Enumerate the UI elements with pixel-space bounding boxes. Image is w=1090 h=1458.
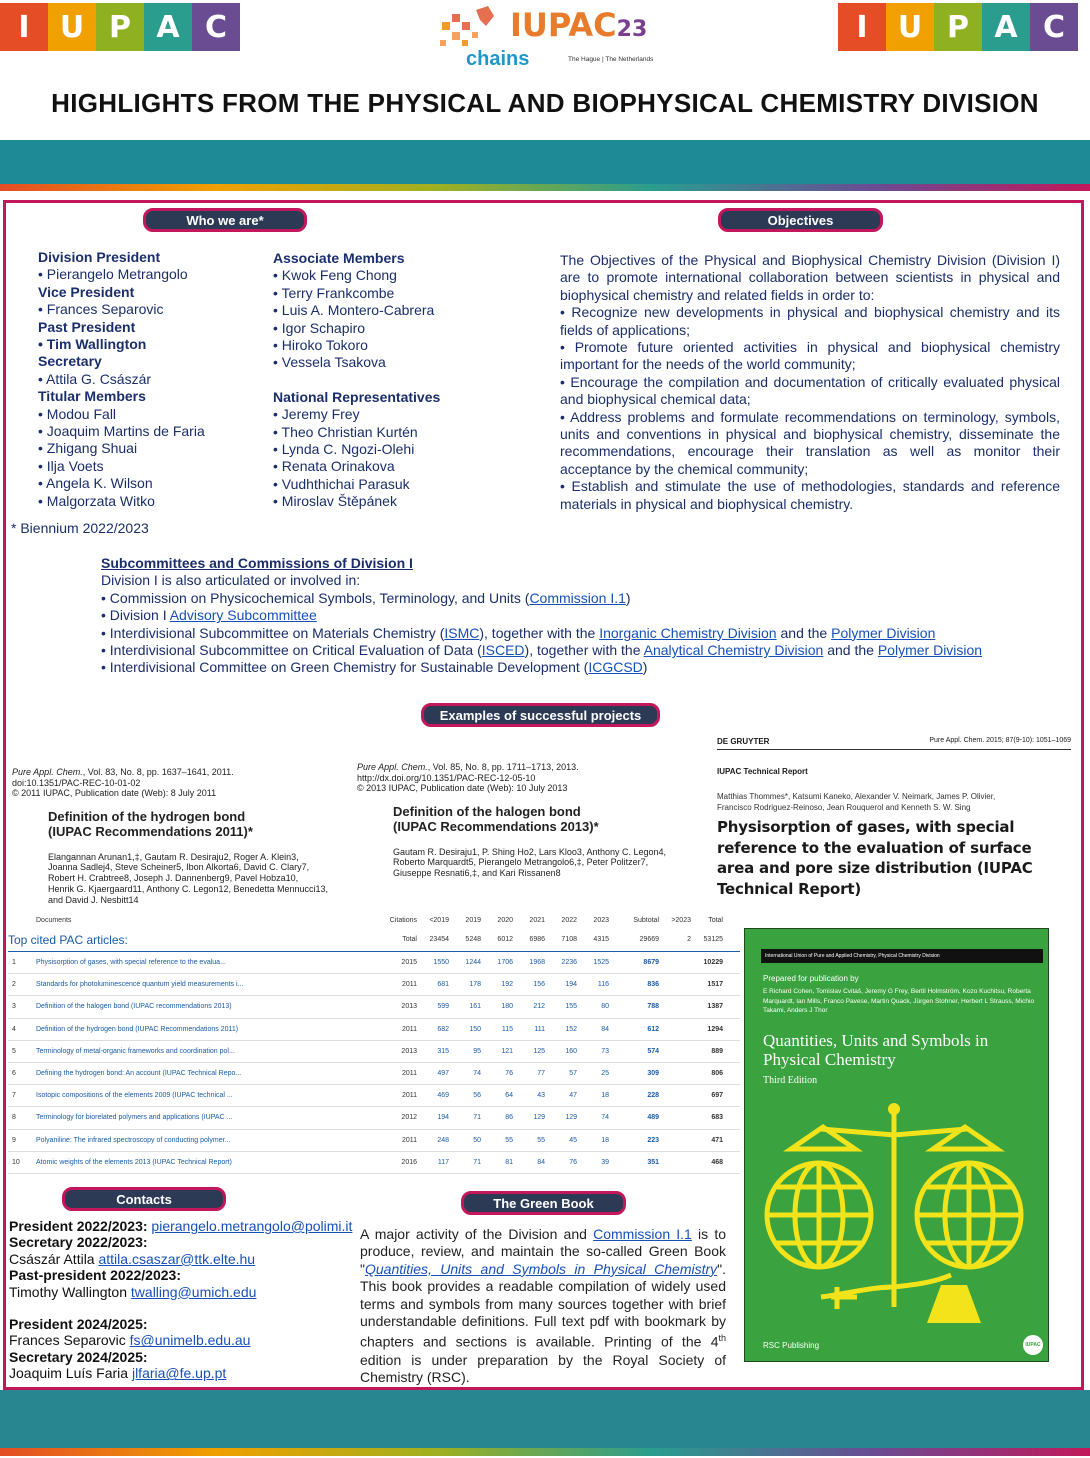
table-cell: 2011 [401,1025,417,1033]
table-row [8,1107,740,1129]
biennium-footnote: * Biennium 2022/2023 [11,520,149,536]
table-cell: 2012 [401,1114,417,1122]
cover-editors: E Richard Cohen, Tomislav Cvitaš, Jeremy G Frey, Bertil Holmström, Kozo Kuchitsu, Roberta Marquardt, Ian Mills, Franco Pavese, Martin Quack, Jürgen Stohner, Herbert L Strauss, Michio Takami, Anders J Thor [763,988,1035,1015]
member-name: • Angela K. Wilson [38,475,153,492]
table-cell: 2016 [401,1158,417,1166]
table-cell: 10 [12,1158,20,1166]
table-cell: 71 [473,1114,481,1122]
paper-title: Physisorption of gases, with special reference to the evaluation of surface area and pore size distribution (IUPAC Technical Report) [717,818,1033,898]
table-cell: 116 [597,981,609,989]
iupac-logo-left [0,3,240,51]
table-cell: 599 [437,1003,449,1011]
contact-role: Secretary 2024/2025: [9,1348,148,1365]
table-cell: 8 [12,1114,16,1122]
table-cell: 683 [711,1114,723,1122]
table-cell: 95 [473,1047,481,1055]
table-cell: 129 [565,1114,577,1122]
table-cell: 1706 [497,959,513,967]
subcommittee-item: • Interdivisional Subcommittee on Materials Chemistry (ISMC), together with the Inorganic Chemistry Division and the Polymer Division [101,624,936,641]
table-cell: 3 [12,1003,16,1011]
member-name: • Ilja Voets [38,457,104,474]
table-cell: 1387 [707,1003,723,1011]
contact-name: Timothy Wallington [9,1283,128,1300]
subcommittee-item: • Interdivisional Subcommittee on Critical Evaluation of Data (ISCED), together with the Analytical Chemistry Division and the Polymer Division [101,642,983,659]
objectives-heading: Objectives [718,208,883,232]
event-place: The Hague | The Netherlands [568,56,654,63]
objectives-text [560,252,1060,513]
table-cell: 55 [537,1136,545,1144]
objectives-paragraph: • Recognize new developments in physical and biophysical chemistry and its fields of applications; [560,304,1060,338]
table-cell: 2013 [401,1047,417,1055]
table-row [8,974,740,996]
event-name: IUPAC [510,6,617,44]
commission-i1-link[interactable]: Commission I.1 [529,589,626,606]
iupac-badge-icon: IUPAC [1023,1335,1043,1355]
member-name: • Malgorzata Witko [38,492,155,509]
article-title[interactable]: Terminology of metal-organic frameworks and coordination pol... [36,1047,235,1055]
contacts-list [9,1218,352,1382]
table-total-row: Top cited PAC articles: Total 23454 5248 6012 6986 7108 4315 29669 2 53125 [8,928,740,952]
table-cell: 6 [12,1070,16,1078]
article-title[interactable]: Definition of the halogen bond (IUPAC recommendations 2013) [36,1003,232,1011]
logo-letter: P [96,3,144,51]
logo-letter: A [982,3,1030,51]
table-cell: 8679 [643,959,659,967]
citations-table [8,912,740,1174]
logo-letter: A [144,3,192,51]
bottom-color-stripe [0,1448,1090,1456]
bottom-banner [0,1390,1090,1450]
article-title[interactable]: Standards for photoluminescence quantum yield measurements i... [36,981,244,989]
cover-prepared: Prepared for publication by [763,974,859,983]
article-title[interactable]: Terminology for biorelated polymers and applications (IUPAC ... [36,1114,233,1122]
paper-subtitle: (IUPAC Recommendations 2011)* [48,824,253,839]
table-cell: 228 [647,1092,659,1100]
table-cell: 43 [537,1092,545,1100]
paper-authors: Elangannan Arunan1,‡, Gautam R. Desiraju2, Roger A. Klein3, Joanna Sadlej4, Steve Scheiner5, Ibon Alkorta6, David C. Clary7, Robert H. Crabtree8, Joseph J. Dannenberg9, Pavel Hobza10, Henrik G. Kjaergaard11, Anthony C. Legon12, Benedetta Mennucci13, and David J. Nesbitt14 [48,851,329,905]
table-cell: 469 [437,1092,449,1100]
member-name: • Vessela Tsakova [273,354,386,371]
logo-letter: U [48,3,96,51]
who-we-are-heading: Who we are* [143,208,307,232]
table-cell: 212 [533,1003,545,1011]
table-cell: 57 [569,1070,577,1078]
table-row [8,1063,740,1085]
table-cell: 129 [533,1114,545,1122]
table-cell: 192 [501,981,513,989]
icgcsd-link[interactable]: ICGCSD [588,659,643,676]
member-name: • Pierangelo Metrangolo [38,266,188,283]
contacts-heading: Contacts [62,1187,226,1211]
commission-i1-link[interactable]: Commission I.1 [593,1226,692,1242]
table-cell: 2015 [401,959,417,967]
member-name: • Theo Christian Kurtén [273,423,418,440]
objectives-paragraph: • Establish and stimulate the use of methodologies, standards and reference materials in physical and biophysical chemistry. [560,478,1060,512]
contact-name: Joaquim Luís Faria [9,1365,129,1382]
role-heading: Associate Members [273,250,405,266]
article-title[interactable]: Definition of the hydrogen bond (IUPAC Recommendations 2011) [36,1025,239,1033]
table-cell: 351 [647,1158,659,1166]
objectives-paragraph: The Objectives of the Physical and Biophysical Chemistry Division (Division I) are to promote international collaboration between scientists in physical and biophysical chemistry and related fields in order to: [560,252,1060,303]
contact-email[interactable]: attila.csaszar@ttk.elte.hu [98,1250,256,1267]
table-cell: 2 [12,981,16,989]
paper-copyright: © 2013 IUPAC, Publication date (Web): 10 July 2013 [357,783,568,793]
paper-title: Definition of the hydrogen bond [48,808,246,824]
table-cell: 111 [534,1025,545,1033]
article-title[interactable]: Atomic weights of the elements 2013 (IUPAC Technical Report) [36,1158,232,1166]
paper-kind: IUPAC Technical Report [717,767,808,776]
table-cell: 682 [437,1025,449,1033]
table-cell: 612 [647,1025,659,1033]
table-cell: 4 [12,1025,16,1033]
table-cell: 73 [601,1047,609,1055]
contact-email[interactable]: pierangelo.metrangolo@polimi.it [151,1218,353,1234]
role-heading: National Representatives [273,388,441,405]
table-cell: 806 [711,1070,723,1078]
contact-role: President 2024/2025: [9,1316,148,1333]
table-cell: 471 [711,1136,723,1144]
table-cell: 468 [711,1158,723,1166]
subcommittees-section [101,555,1061,677]
cover-title: Quantities, Units and Symbols in Physical Chemistry [763,1031,989,1069]
table-cell: 1 [12,959,16,967]
member-name: • Tim Wallington [38,336,147,353]
table-cell: 1244 [465,959,481,967]
publisher-name: DE GRUYTER [717,737,770,746]
table-cell: 2011 [401,1070,417,1078]
table-cell: 2011 [401,1092,417,1100]
table-cell: 56 [473,1092,481,1100]
table-cell: 223 [647,1136,659,1144]
role-heading: Titular Members [38,388,146,405]
table-cell: 2236 [561,959,577,967]
polymer-division-link[interactable]: Polymer Division [877,642,983,659]
table-cell: 150 [469,1025,481,1033]
table-cell: 309 [647,1070,659,1078]
paper-copyright: © 2011 IUPAC, Publication date (Web): 8 July 2011 [12,788,217,798]
table-row [8,1130,740,1152]
green-book-heading: The Green Book [461,1191,626,1215]
table-cell: 77 [537,1070,545,1078]
contact-email[interactable]: twalling@umich.edu [130,1283,257,1300]
logo-letter: U [886,3,934,51]
article-title[interactable]: Defining the hydrogen bond: An account (IUPAC Technical Repo... [36,1070,242,1078]
table-cell: 161 [469,1003,481,1011]
table-cell: 55 [505,1136,513,1144]
advisory-subcommittee-link[interactable]: Advisory Subcommittee [169,607,317,624]
subcommittee-item: • Interdivisional Committee on Green Chemistry for Sustainable Development (ICGCSD) [101,659,648,676]
paper-doi: doi:10.1351/PAC-REC-10-01-02 [12,777,141,788]
balance-scale-icon [761,1097,1035,1347]
table-cell: 194 [437,1114,449,1122]
table-cell: 1517 [707,981,723,989]
paper-halogen-bond: Pure Appl. Chem., Vol. 85, No. 8, pp. 1711–1713, 2013. http://dx.doi.org/10.1351/PAC-REC-12-05-10 © 2013 IUPAC, Publication date (Web): 10 July 2013 Definition of the halogen bond (IUPAC Recommendations 2013)* Gautam R. Desiraju1, P. Shing Ho2, Lars Kloo3, Anthony C. Legon4, Roberto Marquardt5, Pierangelo Metrangolo6,‡, Peter Politzer7, Giuseppe Resnati6,‡, and Kari Rissanen8 [357,762,717,879]
table-cell: 2011 [401,981,417,989]
table-cell: 121 [501,1047,513,1055]
table-cell: 697 [711,1092,723,1100]
iupac23-event-logo [436,4,666,74]
paper-physisorption [717,737,1071,899]
table-row [8,952,740,974]
table-cell: 25 [601,1070,609,1078]
green-book-cover [744,928,1049,1362]
table-cell: 1968 [529,959,545,967]
member-name: • Zhigang Shuai [38,440,138,457]
table-cell: 248 [437,1136,449,1144]
table-cell: 117 [437,1158,449,1166]
subcommittees-intro: Division I is also articulated or involved in: [101,572,361,589]
table-cell: 10229 [703,959,723,967]
table-cell: 180 [501,1003,513,1011]
table-row [8,1041,740,1063]
table-cell: 74 [473,1070,481,1078]
table-cell: 86 [505,1114,513,1122]
table-cell: 64 [505,1092,513,1100]
table-row [8,996,740,1018]
table-cell: 84 [601,1025,609,1033]
officers-list [38,249,268,510]
polymer-division-link[interactable]: Polymer Division [831,624,936,641]
member-name: • Jeremy Frey [273,406,360,423]
event-year: 23 [616,17,648,42]
objectives-paragraph: • Promote future oriented activities in physical and biophysical chemistry important for the needs of the world community; [560,339,1060,373]
objectives-paragraph: • Address problems and formulate recommendations on terminology, symbols, units and conventions in physical and biophysical chemistry, disseminate the recommendations, encourage their translation as well as monitor their acceptance by the chemical community; [560,408,1060,477]
contact-role: Past-president 2022/2023: [9,1267,181,1284]
table-cell: 574 [647,1047,659,1055]
paper-hydrogen-bond: Pure Appl. Chem., Vol. 83, No. 8, pp. 1637–1641, 2011. doi:10.1351/PAC-REC-10-01-02 © 2011 IUPAC, Publication date (Web): 8 July 2011 Definition of the hydrogen bond (IUPAC Recommendations 2011)* Elangannan Arunan1,‡, Gautam R. Desiraju2, Roger A. Klein3, Joanna Sadlej4, Steve Scheiner5, Ibon Alkorta6, David C. Clary7, Robert H. Crabtree8, Joseph J. Dannenberg9, Pavel Hobza10, Henrik G. Kjaergaard11, Anthony C. Legon12, Benedetta Mennucci13, and David J. Nesbitt14 [12,767,362,905]
paper-authors: Matthias Thommes*, Katsumi Kaneko, Alexander V. Neimark, James P. Olivier, Francisco Rodriguez-Reinoso, Jean Rouquerol and Kenneth S. W. Sing [717,792,996,812]
contact-email[interactable]: fs@unimelb.edu.au [129,1332,251,1349]
page-title: HIGHLIGHTS FROM THE PHYSICAL AND BIOPHYSICAL CHEMISTRY DIVISION [51,88,1039,118]
table-cell: 81 [505,1158,513,1166]
contact-email[interactable]: jlfaria@fe.up.pt [131,1365,227,1382]
table-cell: 115 [501,1025,513,1033]
table-row [8,1019,740,1041]
member-name: • Joaquim Martins de Faria [38,423,205,440]
table-cell: 7 [12,1092,16,1100]
analytical-division-link[interactable]: Analytical Chemistry Division [643,642,824,659]
role-heading: Past President [38,318,136,335]
top-banner [0,140,1090,185]
table-cell: 5 [12,1047,16,1055]
table-header: Documents Citations <2019 2019 2020 2021 2022 2023 Subtotal >2023 Total [36,916,723,924]
article-title[interactable]: Isotopic compositions of the elements 2009 (IUPAC technical ... [36,1092,233,1100]
subcommittee-item: • Commission on Physicochemical Symbols, Terminology, and Units (Commission I.1) [101,589,631,606]
table-cell: 788 [647,1003,659,1011]
table-cell: 71 [473,1158,481,1166]
table-cell: 47 [569,1092,577,1100]
table-title: Top cited PAC articles: [8,932,128,947]
cover-top-banner: International Union of Pure and Applied Chemistry, Physical Chemistry Division [761,949,1043,963]
member-name: • Attila G. Császár [38,370,152,387]
top-color-stripe [0,184,1090,191]
member-name: • Luis A. Montero-Cabrera [273,302,435,319]
contact-role: President 2022/2023: [9,1218,148,1234]
table-cell: 194 [565,981,577,989]
table-cell: 74 [601,1114,609,1122]
event-sub: chains [466,48,530,70]
table-cell: 1294 [707,1025,723,1033]
molecule-icon [436,6,500,54]
table-cell: 160 [565,1047,577,1055]
paper-authors: Gautam R. Desiraju1, P. Shing Ho2, Lars Kloo3, Anthony C. Legon4, Roberto Marquardt5, Pierangelo Metrangolo6,‡, Peter Politzer7, Giuseppe Resnati6,‡, and Kari Rissanen8 [393,846,666,879]
table-cell: 18 [601,1092,609,1100]
table-cell: 2013 [401,1003,417,1011]
cover-edition: Third Edition [763,1075,818,1086]
member-name: • Vudhthichai Parasuk [273,475,410,492]
table-cell: 9 [12,1136,16,1144]
green-book-link[interactable]: Quantities, Units and Symbols in Physical Chemistry [364,1260,718,1277]
member-name: • Renata Orinakova [273,458,395,475]
table-cell: 155 [565,1003,577,1011]
role-heading: Vice President [38,283,135,300]
role-heading: Secretary [38,353,102,370]
article-title[interactable]: Polyaniline: The infrared spectroscopy of conducting polymer... [36,1136,231,1144]
objectives-paragraph: • Encourage the compilation and documentation of critically evaluated physical and biophysical chemical data; [560,373,1060,408]
table-cell: 1550 [433,959,449,967]
contact-name: Frances Separovic [9,1332,126,1349]
table-cell: 1525 [593,959,609,967]
table-cell: 39 [601,1158,609,1166]
table-cell: 18 [601,1136,609,1144]
member-name: • Miroslav Štěpánek [273,493,397,510]
member-name: • Terry Frankcombe [273,284,395,301]
subcommittee-item: • Division I Advisory Subcommittee [101,607,317,624]
contact-role: Secretary 2022/2023: [9,1234,148,1251]
table-cell: 681 [437,981,449,989]
table-cell: 76 [569,1158,577,1166]
logo-letter: I [0,3,48,51]
table-cell: 836 [647,981,659,989]
isced-link[interactable]: ISCED [481,642,525,659]
member-name: • Kwok Feng Chong [273,267,397,284]
role-heading: Division President [38,249,161,265]
member-name: • Lynda C. Ngozi-Olehi [273,441,415,458]
projects-heading: Examples of successful projects [421,703,660,727]
logo-letter: P [934,3,982,51]
table-cell: 45 [569,1136,577,1144]
table-cell: 152 [565,1025,577,1033]
logo-letter: C [192,3,240,51]
paper-doi: http://dx.doi.org/10.1351/PAC-REC-12-05-10 [357,772,536,783]
table-cell: 497 [437,1070,449,1078]
table-row [8,1152,740,1174]
table-row [8,1085,740,1107]
table-cell: 178 [469,981,481,989]
inorganic-division-link[interactable]: Inorganic Chemistry Division [599,624,777,641]
member-name: • Igor Schapiro [273,319,366,336]
member-name: • Modou Fall [38,405,117,422]
table-cell: 889 [711,1047,723,1055]
table-cell: 80 [601,1003,609,1011]
member-name: • Frances Separovic [38,301,164,318]
table-cell: 489 [647,1114,659,1122]
paper-subtitle: (IUPAC Recommendations 2013)* [393,819,599,834]
table-cell: 315 [437,1047,449,1055]
table-cell: 50 [473,1136,481,1144]
member-name: • Hiroko Tokoro [273,337,368,354]
cover-publisher: RSC Publishing [763,1341,820,1350]
members-list [273,250,533,511]
logo-letter: C [1030,3,1078,51]
contact-name: Császár Attila [9,1250,95,1267]
table-cell: 76 [505,1070,513,1078]
table-cell: 84 [537,1158,545,1166]
table-cell: 156 [533,981,545,989]
table-cell: 2011 [401,1136,417,1144]
iupac-logo-right [838,3,1078,51]
ismc-link[interactable]: ISMC [444,624,480,641]
paper-title: Definition of the halogen bond [393,803,581,819]
subcommittees-heading: Subcommittees and Commissions of Division I [101,555,413,571]
paper-ref: Pure Appl. Chem. 2015; 87(9-10): 1051–1069 [929,737,1071,744]
green-book-text: A major activity of the Division and Commission I.1 is to produce, review, and maintain the so-called Green Book "Quantities, Units and Symbols in Physical Chemistry". This book provides a readable compilation of widely used terms and symbols from many sources together with brief understandable definitions. Full text pdf with bookmark by chapters and sections is available. Printing of the 4th edition is under preparation by the Royal Society of Chemistry (RSC). [360,1226,726,1385]
article-title[interactable]: Physisorption of gases, with special reference to the evalua... [36,959,226,967]
table-cell: 125 [533,1047,545,1055]
logo-letter: I [838,3,886,51]
